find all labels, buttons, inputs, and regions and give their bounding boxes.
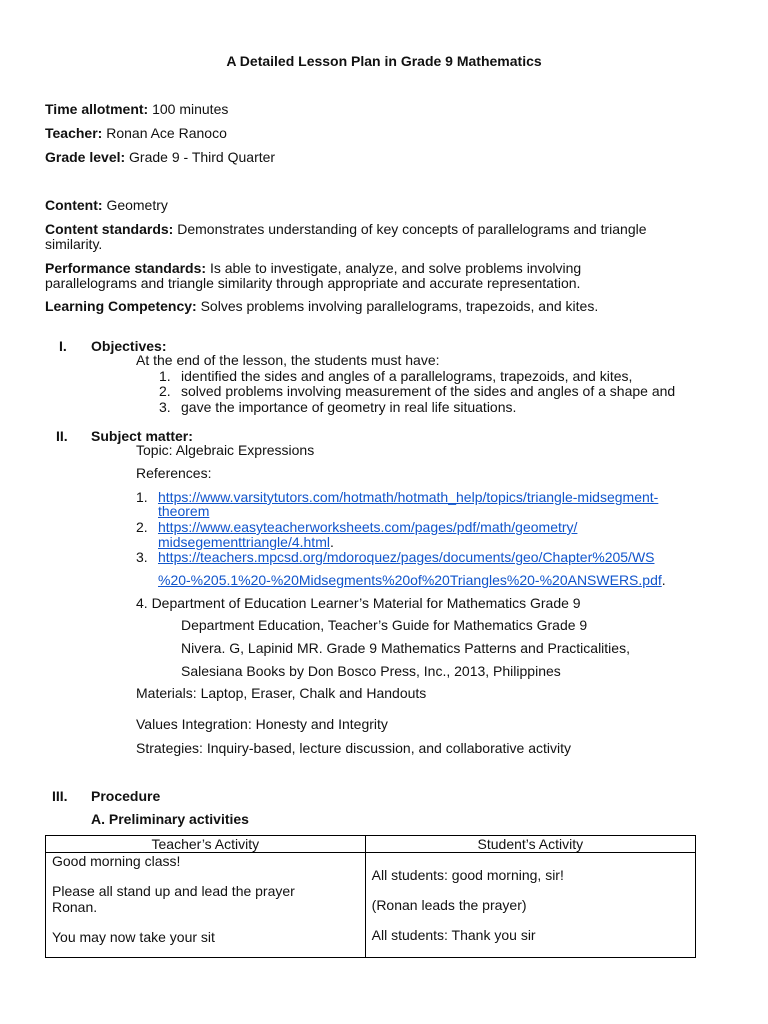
reference-link-3-cont[interactable]: %20-%205.1%20-%20Midsegments%20of%20Triangles%20-%20ANSWERS.pdf	[158, 572, 662, 588]
procedure-heading: Procedure	[91, 788, 161, 804]
reference-num-3: 3.	[136, 549, 148, 565]
learning-competency-label: Learning Competency:	[45, 298, 197, 314]
document-title: A Detailed Lesson Plan in Grade 9 Mathematics	[226, 53, 542, 69]
content-standards-line2: similarity.	[45, 236, 103, 252]
reference-4-d: Salesiana Books by Don Bosco Press, Inc., 2013, Philippines	[181, 663, 561, 679]
teacher-line-3: Ronan.	[52, 899, 98, 915]
subject-heading: Subject matter:	[91, 428, 193, 444]
time-allotment-label: Time allotment:	[45, 101, 149, 117]
teacher-value: Ronan Ace Ranoco	[106, 125, 227, 141]
teacher-activity-cell	[46, 853, 366, 958]
teacher-line-2: Please all stand up and lead the prayer	[52, 883, 295, 899]
table-row	[46, 853, 696, 958]
reference-4-c: Nivera. G, Lapinid MR. Grade 9 Mathematics Patterns and Practicalities,	[181, 640, 630, 656]
content-value: Geometry	[106, 197, 168, 213]
teacher	[45, 125, 227, 141]
teacher-line-1: Good morning class!	[52, 853, 181, 869]
references-label: References:	[136, 465, 212, 481]
reference-link-1[interactable]: https://www.varsitytutors.com/hotmath/hotmath_help/topics/triangle-midsegment-	[158, 489, 659, 505]
student-activity-header: Student’s Activity	[365, 836, 695, 853]
values-integration: Values Integration: Honesty and Integrity	[136, 716, 388, 732]
objective-num-3: 3.	[159, 399, 171, 415]
strategies: Strategies: Inquiry-based, lecture discussion, and collaborative activity	[136, 740, 571, 756]
reference-2-period: .	[329, 534, 334, 550]
time-allotment-value: 100 minutes	[152, 101, 229, 117]
reference-link-1-cont[interactable]: theorem	[158, 503, 210, 519]
objective-text-1: identified the sides and angles of a parallelograms, trapezoids, and kites,	[181, 368, 633, 384]
content-standards	[45, 221, 647, 237]
reference-link-2-cont[interactable]: midsegementtriangle/4.html	[158, 534, 330, 550]
learning-competency	[45, 298, 598, 314]
performance-standards-line2: parallelograms and triangle similarity through appropriate and accurate representation.	[45, 275, 581, 291]
table-header-row	[46, 836, 696, 853]
reference-4: 4. Department of Education Learner’s Material for Mathematics Grade 9	[136, 595, 581, 611]
reference-3-period: .	[661, 572, 666, 588]
performance-standards	[45, 260, 581, 276]
objectives-heading: Objectives:	[91, 338, 167, 354]
content-standards-line1: Demonstrates understanding of key concepts of parallelograms and triangle	[177, 221, 647, 237]
reference-link-2[interactable]: https://www.easyteacherworksheets.com/pages/pdf/math/geometry/	[158, 519, 578, 535]
student-line-3: All students: Thank you sir	[371, 927, 536, 943]
materials: Materials: Laptop, Eraser, Chalk and Handouts	[136, 685, 427, 701]
objective-text-3: gave the importance of geometry in real life situations.	[181, 399, 517, 415]
preliminary-activities-heading: A. Preliminary activities	[91, 811, 249, 827]
reference-link-3-cont-wrap	[158, 572, 666, 588]
objective-text-2: solved problems involving measurement of the sides and angles of a shape and	[181, 383, 676, 399]
student-line-1: All students: good morning, sir!	[371, 867, 564, 883]
reference-num-1: 1.	[136, 489, 148, 505]
objectives-numeral: I.	[59, 338, 67, 354]
student-activity-cell	[365, 853, 695, 958]
teacher-label: Teacher:	[45, 125, 103, 141]
objective-num-2: 2.	[159, 383, 171, 399]
grade-level-value: Grade 9 - Third Quarter	[129, 149, 276, 165]
time-allotment	[45, 101, 228, 117]
procedure-numeral: III.	[52, 788, 68, 804]
subject-topic: Topic: Algebraic Expressions	[136, 442, 315, 458]
content	[45, 197, 168, 213]
performance-standards-line1: Is able to investigate, analyze, and solve problems involving	[209, 260, 582, 276]
teacher-activity-header: Teacher’s Activity	[46, 836, 366, 853]
content-label: Content:	[45, 197, 103, 213]
grade-level-label: Grade level:	[45, 149, 126, 165]
activities-table	[45, 835, 696, 958]
performance-standards-label: Performance standards:	[45, 260, 207, 276]
student-line-2: (Ronan leads the prayer)	[371, 897, 527, 913]
learning-competency-value: Solves problems involving parallelograms, trapezoids, and kites.	[200, 298, 599, 314]
reference-link-2-cont-wrap	[158, 534, 334, 550]
grade-level	[45, 149, 275, 165]
objective-num-1: 1.	[159, 368, 171, 384]
reference-link-3[interactable]: https://teachers.mpcsd.org/mdoroquez/pages/documents/geo/Chapter%205/WS	[158, 549, 655, 565]
reference-4-b: Department Education, Teacher’s Guide for Mathematics Grade 9	[181, 617, 588, 633]
content-standards-label: Content standards:	[45, 221, 174, 237]
subject-numeral: II.	[56, 428, 68, 444]
teacher-line-4: You may now take your sit	[52, 929, 215, 945]
objectives-intro: At the end of the lesson, the students must have:	[136, 352, 440, 368]
reference-num-2: 2.	[136, 519, 148, 535]
